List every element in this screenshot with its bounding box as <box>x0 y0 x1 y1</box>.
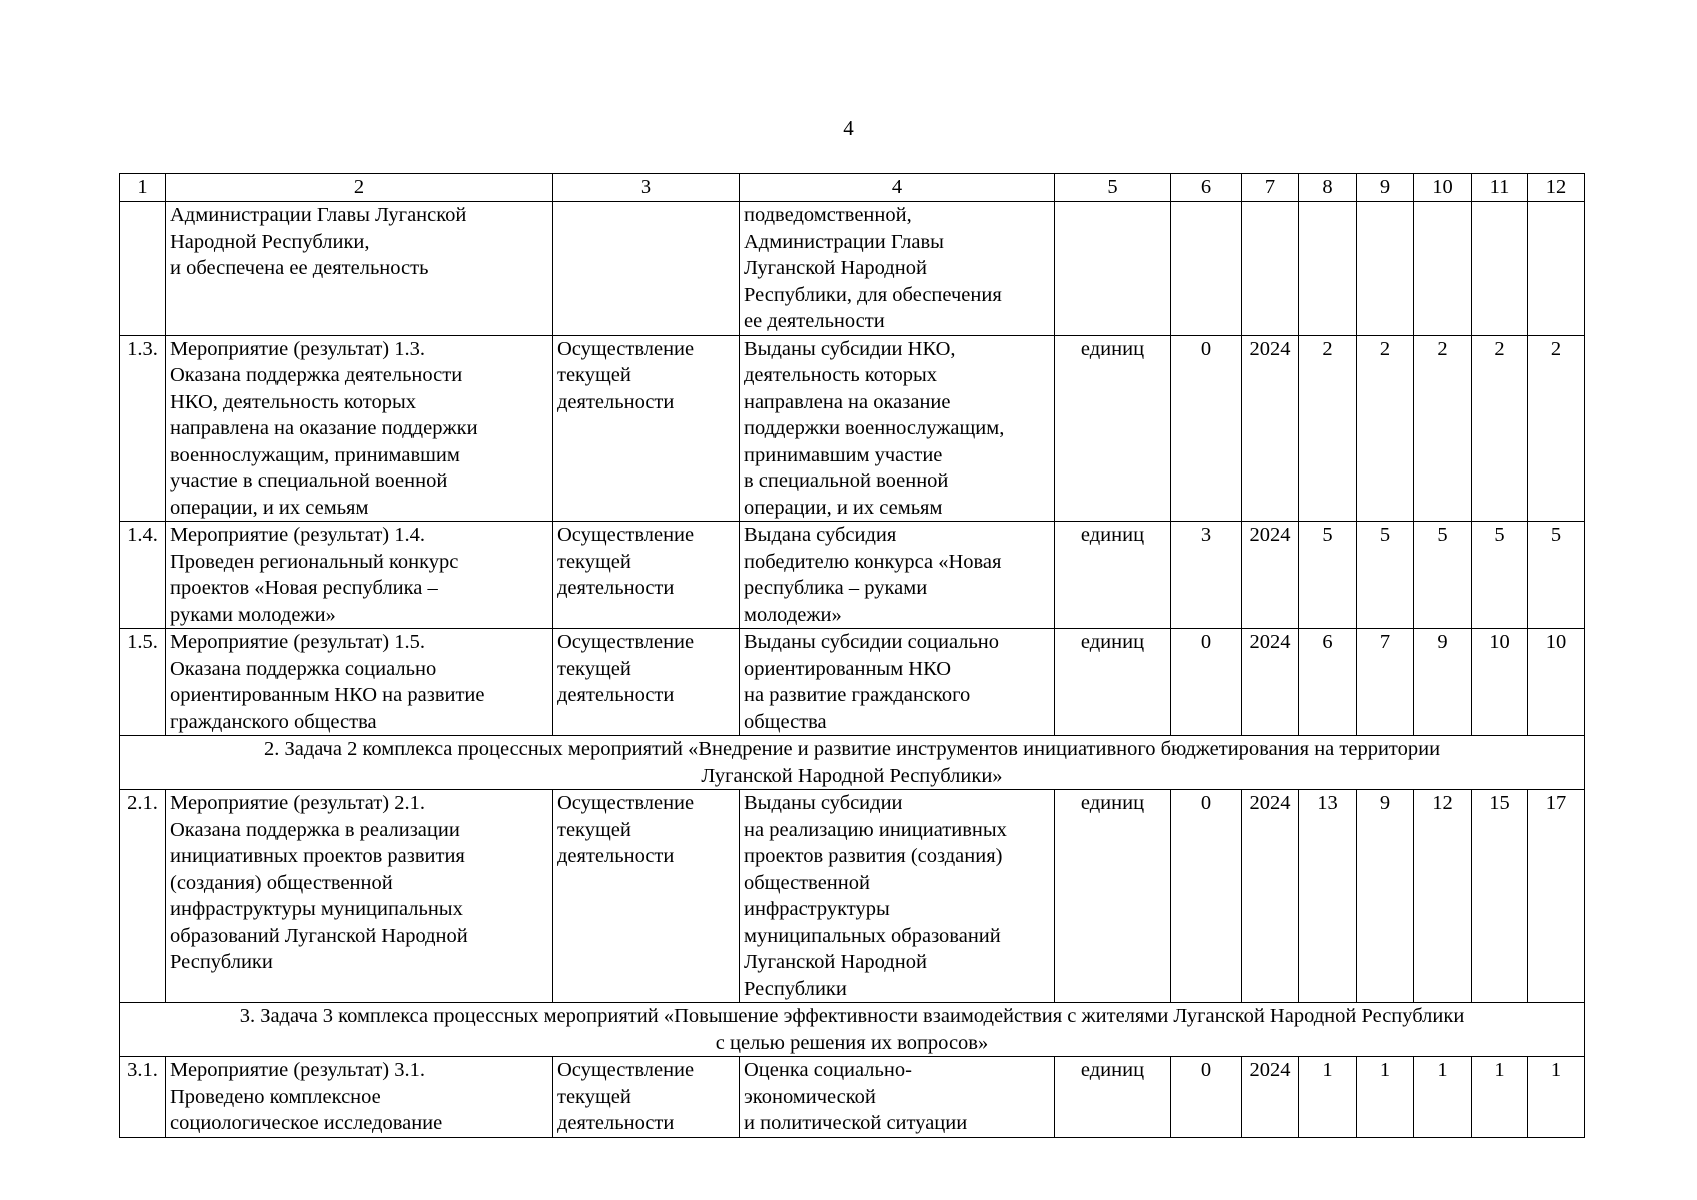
result-characteristic-line: Луганской Народной <box>744 951 927 973</box>
value-year-1: 6 <box>1299 629 1357 736</box>
activity-type-line: деятельности <box>557 390 675 413</box>
activity-name-line: Мероприятие (результат) 1.5. <box>170 631 426 653</box>
value-year-5: 1 <box>1528 1057 1585 1138</box>
value-year-1: 13 <box>1299 790 1357 1003</box>
activity-name-line: Республики <box>170 951 273 973</box>
task-heading-line: Луганской Народной Республики» <box>701 764 1003 787</box>
unit-of-measure: единиц <box>1055 629 1171 736</box>
column-number-header: 5 <box>1055 174 1171 202</box>
base-value <box>1171 202 1242 336</box>
result-characteristic-line: Оценка социально- <box>744 1059 912 1081</box>
base-value: 0 <box>1171 629 1242 736</box>
result-characteristic-line: Выданы субсидии <box>744 792 903 814</box>
table-row <box>120 1057 1585 1138</box>
activity-type-line: текущей <box>557 818 631 841</box>
activity-name-line: (создания) общественной <box>170 871 393 894</box>
result-characteristic-line: инфраструктуры <box>744 898 890 920</box>
page-number: 4 <box>843 116 854 140</box>
base-value: 3 <box>1171 522 1242 629</box>
activity-name <box>166 335 553 522</box>
result-characteristic <box>740 1057 1055 1138</box>
column-number-header: 6 <box>1171 174 1242 202</box>
table-row <box>120 522 1585 629</box>
value-year-3: 5 <box>1414 522 1472 629</box>
value-year-5 <box>1528 202 1585 336</box>
value-year-2: 2 <box>1357 335 1414 522</box>
activity-name-line: НКО, деятельность которых <box>170 390 416 413</box>
result-characteristic-line: Республики, для обеспечения <box>744 283 1002 306</box>
activity-type-line: деятельности <box>557 845 675 867</box>
activity-type-line: текущей <box>557 657 631 680</box>
value-year-5: 10 <box>1528 629 1585 736</box>
item-number: 1.5. <box>120 629 166 736</box>
base-year: 2024 <box>1242 1057 1299 1138</box>
activity-name-line: участие в специальной военной <box>170 470 448 492</box>
activity-name <box>166 790 553 1003</box>
value-year-3: 9 <box>1414 629 1472 736</box>
result-characteristic-line: на развитие гражданского <box>744 684 971 706</box>
column-number-header: 1 <box>120 174 166 202</box>
result-characteristic-line: общества <box>744 710 827 733</box>
base-year: 2024 <box>1242 335 1299 522</box>
result-characteristic-line: Выдана субсидия <box>744 524 897 546</box>
column-number-header: 10 <box>1414 174 1472 202</box>
column-number-header: 9 <box>1357 174 1414 202</box>
activity-type-line: деятельности <box>557 684 675 706</box>
result-characteristic-line: подведомственной, <box>744 204 912 226</box>
result-characteristic-line: в специальной военной <box>744 470 949 492</box>
item-number: 1.3. <box>120 335 166 522</box>
activity-name-line: инфраструктуры муниципальных <box>170 898 463 920</box>
unit-of-measure: единиц <box>1055 790 1171 1003</box>
column-number-header: 4 <box>740 174 1055 202</box>
value-year-1: 5 <box>1299 522 1357 629</box>
result-characteristic-line: поддержки военнослужащим, <box>744 417 1005 439</box>
table-row <box>120 629 1585 736</box>
value-year-1 <box>1299 202 1357 336</box>
table-row <box>120 202 1585 336</box>
column-number-header: 3 <box>553 174 740 202</box>
unit-of-measure <box>1055 202 1171 336</box>
activity-name-line: Оказана поддержка в реализации <box>170 818 460 841</box>
activity-name-line: образований Луганской Народной <box>170 924 468 947</box>
value-year-4: 15 <box>1472 790 1528 1003</box>
result-characteristic-line: победителю конкурса «Новая <box>744 550 1002 573</box>
result-characteristic <box>740 522 1055 629</box>
activity-type-line: Осуществление <box>557 337 695 360</box>
activity-name-line: Мероприятие (результат) 2.1. <box>170 792 426 814</box>
activity-name-line: инициативных проектов развития <box>170 845 465 867</box>
base-value: 0 <box>1171 790 1242 1003</box>
result-characteristic-line: проектов развития (создания) <box>744 845 1003 867</box>
activity-name-line: и обеспечена ее деятельность <box>170 257 429 279</box>
activity-type-line: деятельности <box>557 577 675 599</box>
result-characteristic-line: муниципальных образований <box>744 924 1001 947</box>
activity-type-line: текущей <box>557 364 631 386</box>
task-heading-line: 2. Задача 2 комплекса процессных мероприятий «Внедрение и развитие инструментов инициативного бюджетирования на территории <box>263 738 1441 760</box>
item-number: 1.4. <box>120 522 166 629</box>
table-row <box>120 790 1585 1003</box>
result-characteristic-line: ориентированным НКО <box>744 657 952 680</box>
result-characteristic-line: деятельность которых <box>744 364 937 386</box>
result-characteristic <box>740 335 1055 522</box>
value-year-5: 2 <box>1528 335 1585 522</box>
column-number-row <box>120 174 1585 202</box>
activity-name-line: ориентированным НКО на развитие <box>170 684 485 706</box>
activity-name <box>166 202 553 336</box>
activity-type <box>553 202 740 336</box>
activity-name-line: руками молодежи» <box>170 603 336 626</box>
value-year-2 <box>1357 202 1414 336</box>
value-year-2: 1 <box>1357 1057 1414 1138</box>
base-year <box>1242 202 1299 336</box>
result-characteristic-line: Луганской Народной <box>744 257 927 279</box>
activity-name-line: Проведен региональный конкурс <box>170 550 459 573</box>
activity-type <box>553 790 740 1003</box>
activity-name-line: военнослужащим, принимавшим <box>170 443 460 466</box>
task-heading-line: 3. Задача 3 комплекса процессных мероприятий «Повышение эффективности взаимодействия с жителями Луганской Народной Республики <box>239 1005 1465 1027</box>
value-year-4: 5 <box>1472 522 1528 629</box>
result-characteristic-line: ее деятельности <box>744 310 885 332</box>
unit-of-measure: единиц <box>1055 1057 1171 1138</box>
result-characteristic-line: молодежи» <box>744 603 842 626</box>
indicators-table <box>119 173 1585 1138</box>
activity-name-line: Администрации Главы Луганской <box>170 204 467 226</box>
task-heading <box>120 736 1585 790</box>
value-year-1: 1 <box>1299 1057 1357 1138</box>
task-heading-row <box>120 1003 1585 1057</box>
value-year-3: 12 <box>1414 790 1472 1003</box>
base-year: 2024 <box>1242 790 1299 1003</box>
task-heading <box>120 1003 1585 1057</box>
activity-name-line: Мероприятие (результат) 1.4. <box>170 524 426 546</box>
column-number-header: 12 <box>1528 174 1585 202</box>
activity-name-line: Мероприятие (результат) 1.3. <box>170 337 426 360</box>
value-year-4: 2 <box>1472 335 1528 522</box>
activity-type <box>553 629 740 736</box>
column-number-header: 8 <box>1299 174 1357 202</box>
result-characteristic-line: принимавшим участие <box>744 443 943 466</box>
result-characteristic-line: и политической ситуации <box>744 1112 968 1134</box>
value-year-4 <box>1472 202 1528 336</box>
base-value: 0 <box>1171 335 1242 522</box>
base-year: 2024 <box>1242 629 1299 736</box>
value-year-1: 2 <box>1299 335 1357 522</box>
activity-name-line: проектов «Новая республика – <box>170 577 438 599</box>
activity-name-line: операции, и их семьям <box>170 496 369 519</box>
activity-name <box>166 1057 553 1138</box>
activity-type-line: Осуществление <box>557 631 695 653</box>
task-heading-row <box>120 736 1585 790</box>
column-number-header: 7 <box>1242 174 1299 202</box>
value-year-5: 17 <box>1528 790 1585 1003</box>
value-year-2: 5 <box>1357 522 1414 629</box>
activity-type-line: Осуществление <box>557 1059 695 1081</box>
activity-name-line: Проведено комплексное <box>170 1085 381 1108</box>
item-number <box>120 202 166 336</box>
result-characteristic <box>740 202 1055 336</box>
activity-type-line: Осуществление <box>557 524 695 546</box>
column-number-header: 2 <box>166 174 553 202</box>
activity-type <box>553 1057 740 1138</box>
activity-name-line: социологическое исследование <box>170 1112 443 1134</box>
result-characteristic-line: республика – руками <box>744 577 928 599</box>
activity-name-line: гражданского общества <box>170 710 377 733</box>
result-characteristic-line: операции, и их семьям <box>744 496 943 519</box>
activity-name-line: направлена на оказание поддержки <box>170 417 478 439</box>
activity-type-line: деятельности <box>557 1112 675 1134</box>
table-body <box>120 202 1585 1138</box>
value-year-3 <box>1414 202 1472 336</box>
result-characteristic <box>740 629 1055 736</box>
value-year-2: 7 <box>1357 629 1414 736</box>
activity-type-line: текущей <box>557 550 631 573</box>
activity-name-line: Оказана поддержка деятельности <box>170 364 463 386</box>
result-characteristic-line: Выданы субсидии НКО, <box>744 337 956 360</box>
result-characteristic-line: на реализацию инициативных <box>744 818 1007 841</box>
column-number-header: 11 <box>1472 174 1528 202</box>
activity-type <box>553 522 740 629</box>
value-year-2: 9 <box>1357 790 1414 1003</box>
base-year: 2024 <box>1242 522 1299 629</box>
activity-name <box>166 629 553 736</box>
activity-name <box>166 522 553 629</box>
result-characteristic-line: направлена на оказание <box>744 390 951 413</box>
activity-type <box>553 335 740 522</box>
result-characteristic-line: общественной <box>744 871 870 894</box>
value-year-4: 10 <box>1472 629 1528 736</box>
value-year-5: 5 <box>1528 522 1585 629</box>
item-number: 2.1. <box>120 790 166 1003</box>
result-characteristic-line: Выданы субсидии социально <box>744 631 1000 653</box>
activity-name-line: Мероприятие (результат) 3.1. <box>170 1059 426 1081</box>
value-year-3: 1 <box>1414 1057 1472 1138</box>
value-year-3: 2 <box>1414 335 1472 522</box>
unit-of-measure: единиц <box>1055 335 1171 522</box>
activity-name-line: Народной Республики, <box>170 230 370 253</box>
activity-type-line: Осуществление <box>557 792 695 814</box>
result-characteristic <box>740 790 1055 1003</box>
base-value: 0 <box>1171 1057 1242 1138</box>
task-heading-line: с целью решения их вопросов» <box>715 1031 989 1054</box>
unit-of-measure: единиц <box>1055 522 1171 629</box>
table-row <box>120 335 1585 522</box>
result-characteristic-line: экономической <box>744 1085 876 1108</box>
activity-type-line: текущей <box>557 1085 631 1108</box>
result-characteristic-line: Администрации Главы <box>744 230 944 253</box>
result-characteristic-line: Республики <box>744 977 847 1000</box>
activity-name-line: Оказана поддержка социально <box>170 657 437 680</box>
item-number: 3.1. <box>120 1057 166 1138</box>
value-year-4: 1 <box>1472 1057 1528 1138</box>
